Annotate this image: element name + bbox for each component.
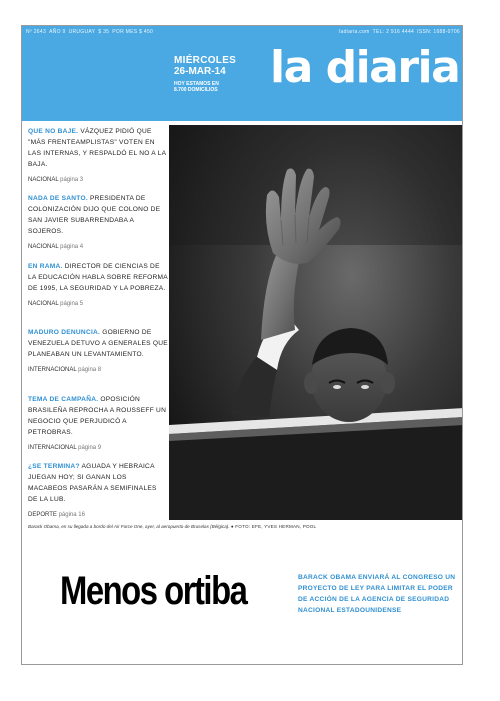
brief-text: GOBIERNO DE VENEZUELA DETUVO A GENERALES QUE PLANEABAN UN LEVANTAMIENTO.	[28, 329, 168, 358]
brief-section: INTERNACIONAL	[28, 445, 77, 451]
circulation-note-line-1: HOY ESTAMOS EN	[174, 81, 219, 87]
brief-kicker: MADURO DENUNCIA.	[28, 329, 101, 336]
brief-page-ref: página 9	[78, 445, 102, 451]
news-brief[interactable]	[28, 394, 168, 451]
issn-number: ISSN: 1688-0706	[417, 28, 460, 35]
weekday: MIÉRCOLES	[174, 55, 237, 66]
photo-credit: ● FOTO: EFE, YVES HERMAN, POOL	[230, 524, 317, 529]
brief-text: OPOSICIÓN BRASILEÑA REPROCHA A ROUSSEFF UN NEGOCIO QUE PERJUDICÓ A PETROBRAS.	[28, 396, 167, 436]
news-brief[interactable]	[28, 261, 168, 307]
lead-deck: BARACK OBAMA ENVIARÁ AL CONGRESO UN PROYECTO DE LEY PARA LIMITAR EL PODER DE ACCIÓN DE LA AGENCIA DE SEGURIDAD NACIONAL ESTADOUNIDENSE	[298, 574, 456, 614]
brief-section: NACIONAL	[28, 244, 59, 250]
brief-section: NACIONAL	[28, 301, 59, 307]
news-brief[interactable]	[28, 193, 168, 250]
brief-page-ref: página 5	[60, 301, 84, 307]
brief-text: DIRECTOR DE CIENCIAS DE LA EDUCACIÓN HABLA SOBRE REFORMA DE 1995, LA SEGURIDAD Y LA POBREZA.	[28, 263, 168, 292]
masthead	[22, 26, 463, 121]
brief-kicker: TEMA DE CAMPAÑA.	[28, 396, 99, 403]
issue-subscription: POR MES $ 450	[112, 28, 154, 35]
newspaper-logo: la diaria	[270, 42, 460, 93]
obama-waving-photo	[169, 125, 463, 520]
phone-number: TEL: 2 916 4444	[372, 28, 415, 35]
circulation-note-line-2: 8.700 DOMICILIOS	[174, 87, 218, 94]
lead-headline[interactable]: Menos ortiba	[60, 569, 247, 613]
brief-page-ref: página 8	[78, 367, 102, 373]
date-block	[174, 56, 236, 94]
issue-number: Nº 2643	[26, 28, 47, 35]
brief-page-ref: página 3	[60, 177, 84, 183]
brief-kicker: ¿SE TERMINA?	[28, 463, 80, 470]
lead-photo[interactable]	[169, 125, 463, 520]
brief-page-ref: página 16	[58, 512, 85, 518]
issue-year: AÑO 9	[49, 28, 66, 35]
issue-country: URUGUAY	[68, 28, 96, 35]
masthead-info-bar	[22, 26, 463, 37]
news-brief[interactable]	[28, 126, 168, 183]
brief-section: DEPORTE	[28, 512, 57, 518]
photo-caption	[28, 523, 318, 530]
circulation-note	[174, 81, 236, 94]
news-brief[interactable]	[28, 461, 168, 518]
issue-price: $ 35	[98, 28, 110, 35]
contact-info	[339, 29, 460, 35]
brief-page-ref: página 4	[60, 244, 84, 250]
brief-text: PRESIDENTA DE COLONIZACIÓN DIJO QUE COLONO DE SAN JAVIER SUBARRENDABA A SOJEROS.	[28, 195, 161, 235]
issue-date: 26-MAR-14	[174, 66, 226, 77]
issue-info	[26, 29, 153, 35]
website-link[interactable]: ladiaria.com	[339, 28, 370, 35]
brief-text: VÁZQUEZ PIDIÓ QUE "MÁS FRENTEAMPLISTAS" VOTEN EN LAS INTERNAS, Y RESPALDÓ EL NO A LA BAJA.	[28, 128, 166, 168]
newspaper-front-page	[21, 25, 463, 665]
brief-section: INTERNACIONAL	[28, 367, 77, 373]
brief-kicker: NADA DE SANTO.	[28, 195, 88, 202]
brief-section: NACIONAL	[28, 177, 59, 183]
news-brief[interactable]	[28, 327, 168, 373]
brief-kicker: EN RAMA.	[28, 263, 63, 270]
caption-text: Barack Obama, en su llegada a bordo del Air Force One, ayer, al aeropuerto de Bruselas (Bélgica).	[28, 524, 230, 529]
brief-kicker: QUE NO BAJE.	[28, 128, 79, 135]
brief-text: AGUADA Y HEBRAICA JUEGAN HOY; SI GANAN LOS MACABEOS PASARÁN A SEMIFINALES DE LA LUB.	[28, 463, 157, 503]
